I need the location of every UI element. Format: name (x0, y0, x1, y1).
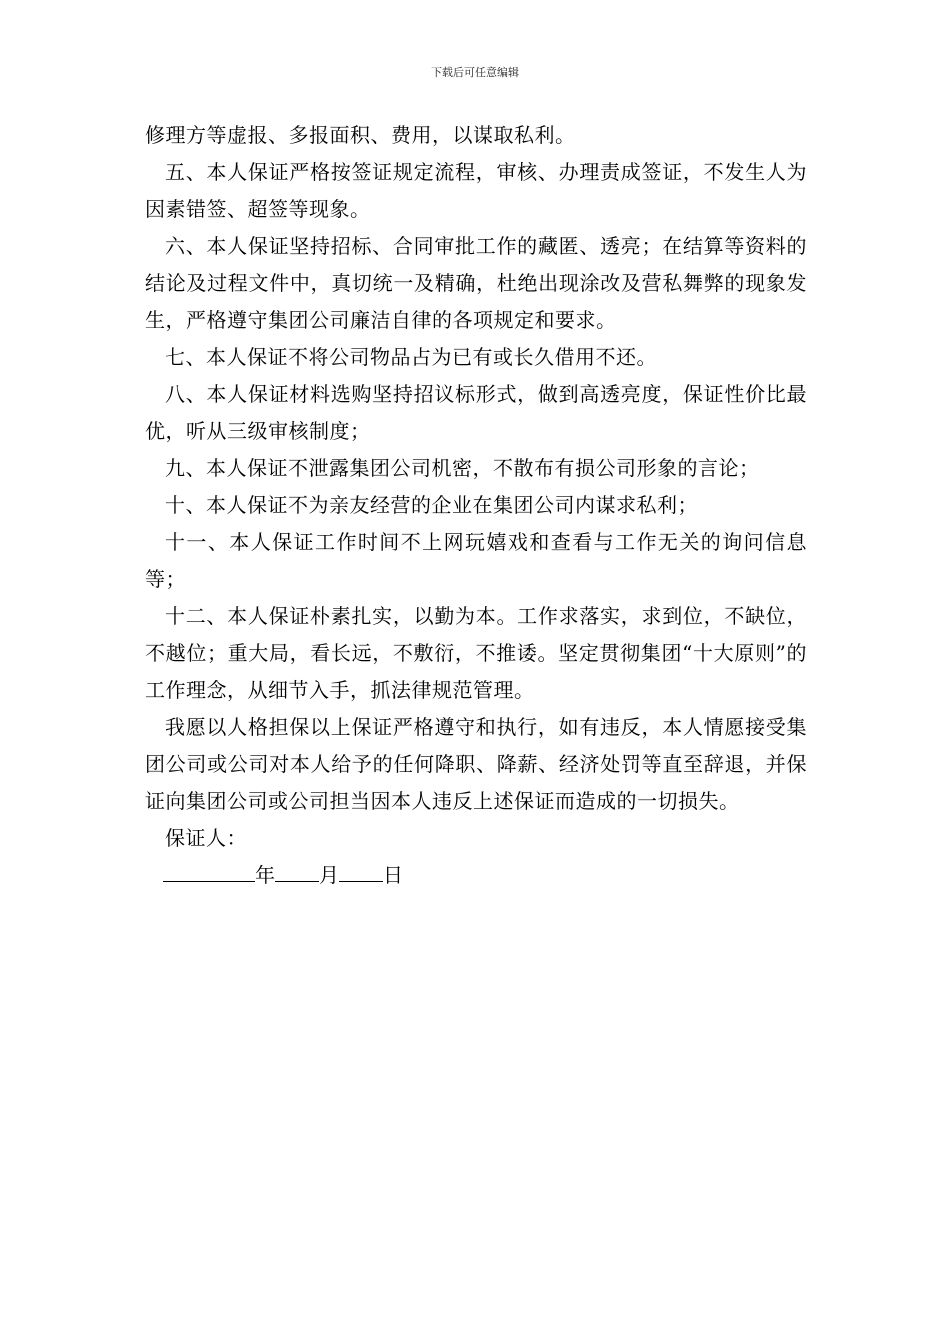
document-body (145, 117, 807, 894)
day-label: 日 (383, 863, 403, 887)
paragraph-item-5: 五、本人保证严格按签证规定流程，审核、办理责成签证，不发生人为因素错签、超签等现象。 (145, 160, 807, 221)
year-label: 年 (255, 863, 275, 887)
month-label: 月 (319, 863, 339, 887)
signature-date-line (145, 857, 807, 894)
signature-label: 保证人： (165, 826, 247, 850)
paragraph-item-6: 六、本人保证坚持招标、合同审批工作的藏匿、透亮；在结算等资料的结论及过程文件中，真切统一及精确，杜绝出现涂改及营私舞弊的现象发生，严格遵守集团公司廉洁自律的各项规定和要求。 (145, 234, 807, 332)
page-header-note: 下载后可任意编辑 (431, 66, 519, 79)
paragraph-item-7: 七、本人保证不将公司物品占为已有或长久借用不还。 (165, 345, 657, 369)
paragraph-item-9: 九、本人保证不泄露集团公司机密，不散布有损公司形象的言论； (165, 456, 760, 480)
paragraph-item-11: 十一、本人保证工作时间不上网玩嬉戏和查看与工作无关的询问信息等； (145, 530, 807, 591)
paragraph-item-10: 十、本人保证不为亲友经营的企业在集团公司内谋求私利； (165, 493, 698, 517)
paragraph-continuation: 修理方等虚报、多报面积、费用，以谋取私利。 (145, 123, 576, 147)
paragraph-pledge: 我愿以人格担保以上保证严格遵守和执行，如有违反，本人情愿接受集团公司或公司对本人给予的任何降职、降薪、经济处罚等直至辞退，并保证向集团公司或公司担当因本人违反上述保证而造成的一切损失。 (145, 715, 807, 813)
day-blank (339, 861, 383, 882)
month-blank (275, 861, 319, 882)
paragraph-item-8: 八、本人保证材料选购坚持招议标形式，做到高透亮度，保证性价比最优，听从三级审核制度； (145, 382, 807, 443)
year-blank (163, 861, 255, 882)
paragraph-item-12: 十二、本人保证朴素扎实，以勤为本。工作求落实，求到位，不缺位，不越位；重大局，看长远，不敷衍，不推诿。坚定贯彻集团“十大原则”的工作理念，从细节入手，抓法律规范管理。 (145, 604, 807, 702)
